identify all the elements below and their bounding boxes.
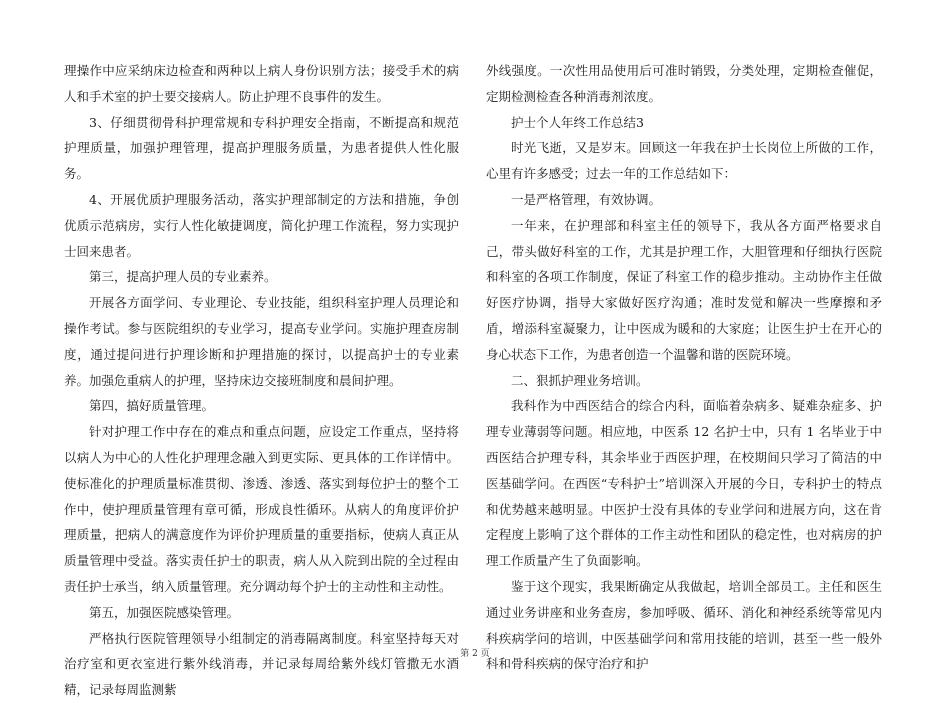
paragraph: 针对护理工作中存在的难点和重点问题，应设定工作重点，坚持将以病人为中心的人性化护理理念融入到更实际、更具体的工作详情中。使标准化的护理质量标准贯彻、渗透、渗透、落实到每位护士的整个工作中，使护理质量管理有章可循，形成良性循环。从病人的角度评价护理质量，把病人的满意度作为评价护理质量的重要指标，使病人真正从质量管理中受益。落实责任护士的职责，病人从入院到出院的全过程由责任护士承当，纳入质量管理。充分调动每个护士的主动性和主动性。 — [64, 424, 459, 594]
paragraph: 4、开展优质护理服务活动，落实护理部制定的方法和措施，争创优质示范病房，实行人性化敏捷调度，简化护理工作流程，努力实现护士回来患者。 — [64, 191, 459, 259]
section-heading: 二、狠抓护理业务培训。 — [511, 372, 649, 388]
paragraph: 我科作为中西医结合的综合内科，面临着杂病多、疑难杂症多、护理专业薄弱等问题。相应地，中医系 12 名护士中，只有 1 名毕业于中西医结合护理专科，其余毕业于西医护理，在校期间只学习了简洁的中医基础学问。在西医“专科护士”培训深入开展的今日，专科护士的特点和优势越来越明显。中医护士没有具体的专业学问和进展方向，这在肯定程度上影响了这个群体的工作主动性和团队的稳定性，也对病房的护理工作质量产生了负面影响。 — [486, 398, 882, 569]
left-column — [64, 58, 459, 703]
paragraph: 一年来，在护理部和科室主任的领导下，我从各方面严格要求自己，带头做好科室的工作，尤其是护理工作，大胆管理和仔细执行医院和科室的各项工作制度，保证了科室工作的稳步推动。主动协作主任做好医疗协调，指导大家做好医疗沟通；准时发觉和解决一些摩擦和矛盾，增添科室凝聚力，让中医成为暖和的大家庭；让医生护士在开心的身心状态下工作，为患者创造一个温馨和谐的医院环境。 — [486, 217, 882, 362]
section-heading: 第五，加强医院感染管理。 — [89, 604, 240, 620]
paragraph: 3、仔细贯彻骨科护理常规和专科护理安全指南，不断提高和规范护理质量，加强护理管理，提高护理服务质量，为患者提供人性化服务。 — [64, 114, 459, 182]
paragraph: 理操作中应采纳床边检查和两种以上病人身份识别方法；接受手术的病人和手术室的护士要交接病人。防止护理不良事件的发生。 — [64, 63, 459, 104]
section-heading: 第三，提高护理人员的专业素养。 — [89, 269, 277, 285]
section-heading: 第四，搞好质量管理。 — [89, 398, 215, 414]
section-heading: 一是严格管理，有效协调。 — [511, 191, 662, 207]
document-title: 护士个人年终工作总结3 — [511, 114, 644, 130]
paragraph: 开展各方面学问、专业理论、专业技能，组织科室护理人员理论和操作考试。参与医院组织的专业学习，提高专业学问。实施护理查房制度，通过提问进行护理诊断和护理措施的探讨，以提高护士的专业素养。加强危重病人的护理，坚持床边交接班制度和晨间护理。 — [64, 295, 459, 388]
paragraph: 外线强度。一次性用品使用后可准时销毁，分类处理，定期检查催促，定期检测检查各种消毒剂浓度。 — [486, 63, 882, 104]
paragraph: 严格执行医院管理领导小组制定的消毒隔离制度。科室坚持每天对治疗室和更衣室进行紫外线消毒，并记录每周给紫外线灯管撒无水酒精，记录每周监测紫 — [64, 630, 459, 698]
paragraph: 时光飞逝，又是岁末。回顾这一年我在护士长岗位上所做的工作，心里有许多感受；过去一年的工作总结如下： — [486, 140, 882, 182]
paragraph: 鉴于这个现实，我果断确定从我做起，培训全部员工。主任和医生通过业务讲座和业务查房，参加呼吸、循环、消化和神经系统等常见内科疾病学问的培训，中医基础学问和常用技能的培训，甚至一些一般外科和骨科疾病的保守治疗和护 — [486, 578, 882, 672]
page-number: 第 2 页 — [460, 649, 490, 659]
right-column — [486, 58, 882, 677]
